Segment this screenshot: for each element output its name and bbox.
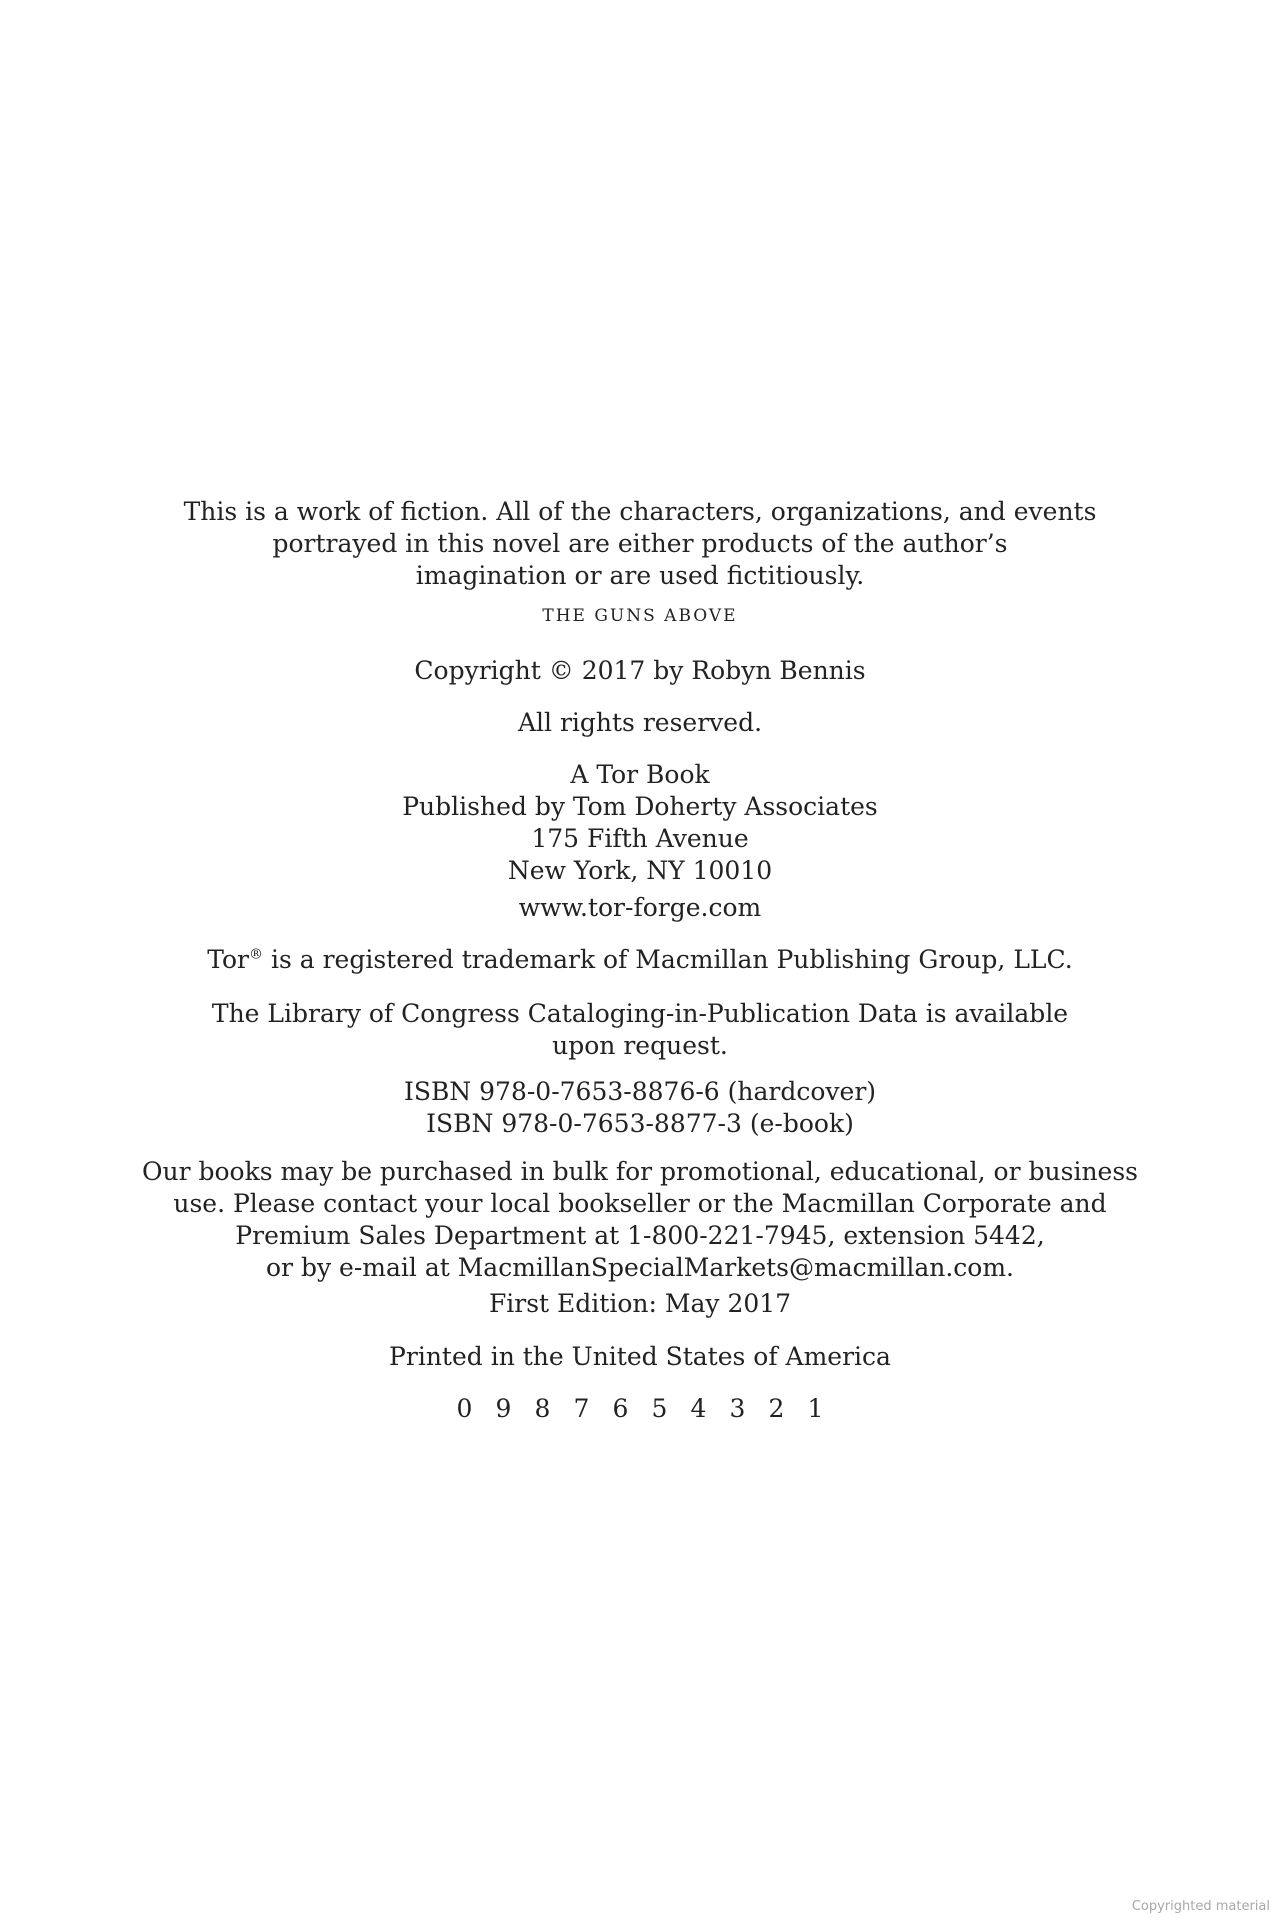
publisher-info: [0, 759, 1280, 887]
printer-key-digit: 1: [807, 1394, 824, 1423]
publisher-line: A Tor Book: [570, 760, 710, 789]
printer-key-digit: 4: [690, 1394, 707, 1423]
registered-symbol: ®: [249, 946, 264, 963]
printer-key-digit: 3: [729, 1394, 746, 1423]
trademark-notice: [0, 944, 1280, 976]
book-title: THE GUNS ABOVE: [542, 606, 738, 626]
printer-key-digit: 5: [651, 1394, 668, 1423]
printer-key-digit: 7: [573, 1394, 590, 1423]
publisher-website: www.tor-forge.com: [518, 893, 762, 922]
isbn-ebook: ISBN 978-0-7653-8877-3 (e-book): [426, 1109, 854, 1138]
printer-key-line: [0, 1393, 1280, 1425]
printer-key-digit: 6: [612, 1394, 629, 1423]
library-of-congress-note: [0, 998, 1280, 1062]
publisher-line: New York, NY 10010: [507, 856, 773, 885]
bulk-line: Premium Sales Department at 1-800-221-7945, extension 5442,: [235, 1221, 1045, 1250]
printer-key-digit: 8: [534, 1394, 551, 1423]
printer-key-digit: 2: [768, 1394, 785, 1423]
bulk-line: Our books may be purchased in bulk for promotional, educational, or business: [141, 1157, 1138, 1186]
loc-line: upon request.: [552, 1031, 728, 1060]
edition-note: First Edition: May 2017: [488, 1289, 792, 1318]
printed-location: Printed in the United States of America: [389, 1342, 891, 1371]
loc-line: The Library of Congress Cataloging-in-Publication Data is available: [211, 999, 1069, 1028]
bulk-line: use. Please contact your local bookseller or the Macmillan Corporate and: [173, 1189, 1107, 1218]
rights-reserved: All rights reserved.: [517, 708, 763, 737]
copyright-notice: Copyright © 2017 by Robyn Bennis: [414, 656, 866, 685]
fiction-disclaimer: [0, 496, 1280, 592]
publisher-line: Published by Tom Doherty Associates: [402, 792, 878, 821]
copyrighted-material-watermark: Copyrighted material: [1131, 1899, 1270, 1914]
isbn-list: [0, 1076, 1280, 1140]
isbn-hardcover: ISBN 978-0-7653-8876-6 (hardcover): [403, 1077, 877, 1106]
disclaimer-line: portrayed in this novel are either products of the author’s: [272, 529, 1008, 558]
printer-key-digit: 0: [456, 1394, 473, 1423]
printer-key-digit: 9: [495, 1394, 512, 1423]
trademark-brand: Tor: [207, 945, 250, 974]
disclaimer-line: This is a work of fiction. All of the characters, organizations, and events: [183, 497, 1097, 526]
trademark-text: is a registered trademark of Macmillan Publishing Group, LLC.: [263, 945, 1073, 974]
bulk-line: or by e-mail at MacmillanSpecialMarkets@macmillan.com.: [266, 1253, 1014, 1282]
publisher-line: 175 Fifth Avenue: [531, 824, 749, 853]
disclaimer-line: imagination or are used fictitiously.: [415, 561, 865, 590]
bulk-sales-note: [0, 1156, 1280, 1284]
